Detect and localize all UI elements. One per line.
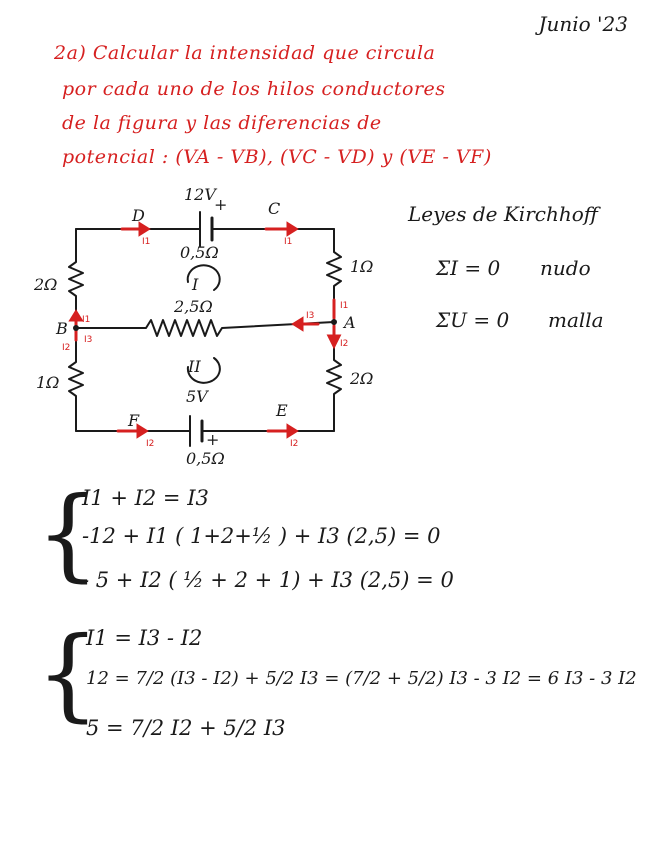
kirchhoff-title: Leyes de Kirchhoff — [408, 202, 598, 226]
node-a-label: A — [344, 313, 356, 332]
system1-eq-3: - 5 + I2 ( ½ + 2 + 1) + I3 (2,5) = 0 — [82, 568, 454, 592]
node-law: ΣI = 0 — [436, 256, 501, 280]
system2-eq-3: 5 = 7/2 I2 + 5/2 I3 — [86, 716, 286, 740]
node-f-label: F — [128, 411, 140, 430]
node-e-label: E — [276, 401, 288, 420]
left-bottom-resistor — [69, 328, 83, 431]
right-bottom-resistor-label: 2Ω — [350, 369, 374, 388]
node-b-label: B — [56, 319, 68, 338]
current-label-b-bottom: I2 — [62, 343, 71, 353]
current-label-a-bottom: I2 — [340, 339, 349, 349]
top-battery-plus: + — [214, 195, 228, 214]
node-c-label: C — [268, 199, 281, 218]
left-bottom-resistor-label: 1Ω — [36, 373, 60, 392]
bottom-battery-voltage: 5V — [186, 387, 208, 406]
middle-resistor-label: 2,5Ω — [174, 297, 213, 316]
bottom-battery-plus: + — [206, 430, 220, 449]
current-label-f: I2 — [146, 439, 155, 449]
mesh-law: ΣU = 0 — [436, 308, 510, 332]
current-label-c: I1 — [284, 237, 293, 247]
problem-line-2: por cada uno de los hilos conductores — [62, 78, 446, 100]
top-battery-internal: 0,5Ω — [180, 243, 219, 262]
top-battery-voltage: 12V — [184, 185, 216, 204]
system2-eq-1: I1 = I3 - I2 — [86, 626, 203, 650]
node-b-dot — [73, 325, 79, 331]
system2-brace: { — [36, 615, 100, 732]
right-top-resistor-label: 1Ω — [350, 257, 374, 276]
bottom-battery-internal: 0,5Ω — [186, 449, 225, 468]
system1-eq-2: -12 + I1 ( 1+2+½ ) + I3 (2,5) = 0 — [82, 524, 441, 548]
current-label-e: I2 — [290, 439, 299, 449]
problem-line-4: potencial : (VA - VB), (VC - VD) y (VE - VF) — [62, 146, 492, 168]
node-law-label: nudo — [540, 256, 591, 280]
current-label-d: I1 — [142, 237, 151, 247]
mesh-law-label: malla — [548, 308, 604, 332]
loop-upper-label: I — [192, 275, 199, 294]
problem-line-3: de la figura y las diferencias de — [62, 112, 382, 134]
current-label-a-top: I1 — [340, 301, 349, 311]
system1-eq-1: I1 + I2 = I3 — [82, 486, 209, 510]
left-top-resistor-label: 2Ω — [34, 275, 58, 294]
system2-eq-2: 12 = 7/2 (I3 - I2) + 5/2 I3 = (7/2 + 5/2) I3 - 3 I2 = 6 I3 - 3 I2 — [86, 668, 637, 689]
current-label-b-top: I1 — [82, 315, 91, 325]
node-d-label: D — [132, 206, 145, 225]
date-label: Junio '23 — [538, 12, 628, 36]
node-a-dot — [331, 319, 337, 325]
system1-brace: { — [36, 475, 100, 592]
loop-lower-label: II — [188, 357, 201, 376]
problem-line-1: 2a) Calcular la intensidad que circula — [54, 42, 436, 64]
current-label-b-middle: I3 — [84, 335, 93, 345]
current-label-i3: I3 — [306, 311, 315, 321]
